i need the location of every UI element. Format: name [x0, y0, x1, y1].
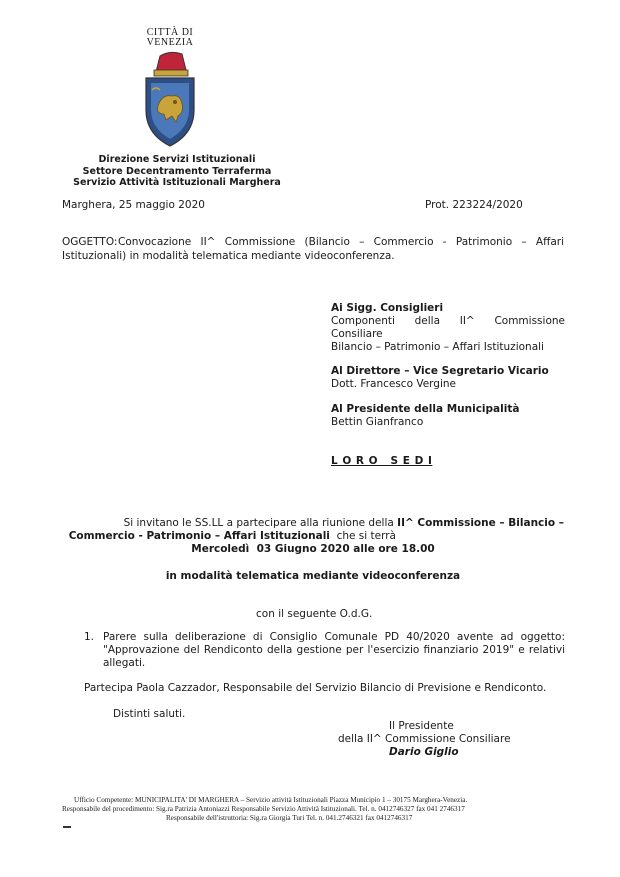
coat-of-arms-icon [142, 50, 198, 148]
recipient-word: Componenti [331, 315, 395, 327]
subject-line2: Istituzionali) in modalità telematica mediante videoconferenza. [62, 250, 395, 262]
invite-text: Si invitano le SS.LL a partecipare alla riunione della [123, 517, 398, 529]
department-line2: Settore Decentramento Terraferma [82, 166, 272, 177]
meeting-date-time: Mercoledì 03 Giugno 2020 alle ore 18.00 [191, 543, 435, 555]
agenda-line1: Parere sulla deliberazione di Consiglio Comunale PD 40/2020 avente ad oggetto: [103, 631, 565, 643]
city-logo [138, 28, 202, 128]
recipient-line [331, 315, 565, 328]
department-line1: Direzione Servizi Istituzionali [98, 154, 256, 165]
place-date: Marghera, 25 maggio 2020 [62, 199, 205, 211]
participant-note: Partecipa Paola Cazzador, Responsabile del Servizio Bilancio di Previsione e Rendiconto. [84, 682, 547, 694]
commission-name: Commercio - Patrimonio – Affari Istituzionali [68, 530, 330, 542]
agenda-line2: "Approvazione del Rendiconto della gestione per l'esercizio finanziario 2019" e relativi [103, 644, 565, 656]
footer-line2: Responsabile del procedimento: Sig.ra Patrizia Antoniazzi Responsabile Servizio Attività Istituzionali. Tel. n. 0412746327 fax 041 2746317 [62, 805, 465, 813]
recipient-line: Consiliare [331, 328, 383, 340]
recipient-word: della [414, 315, 441, 327]
logo-city-line1: CITTÀ DI [146, 27, 194, 38]
recipient-word: II^ [459, 315, 475, 327]
odg-intro: con il seguente O.d.G. [256, 608, 373, 620]
invite-text: che si terrà [329, 530, 396, 542]
recipient-word: Commissione [494, 315, 565, 327]
recipient-title: Al Presidente della Municipalità [331, 403, 520, 415]
recipient-title: Ai Sigg. Consiglieri [331, 302, 444, 314]
recipient-line: Dott. Francesco Vergine [331, 378, 456, 390]
meeting-mode: in modalità telematica mediante videoconferenza [165, 570, 461, 582]
loro-sedi: L O R O S E D I [331, 455, 433, 467]
greeting: Distinti saluti. [113, 708, 186, 720]
commission-name: II^ Commissione – Bilancio – [397, 517, 564, 529]
protocol-number: Prot. 223224/2020 [425, 199, 523, 211]
agenda-number: 1. [84, 631, 95, 643]
footer-line1: Ufficio Competente: MUNICIPALITA' DI MARGHERA – Servizio attività Istituzionali Piazza Municipio 1 – 30175 Marghera-Venezia. [74, 796, 468, 804]
invite-line2 [62, 517, 396, 543]
footer-line3: Responsabile dell'istruttoria: Sig.ra Giorgia Turi Tel. n. 041.2746321 fax 0412746317 [166, 814, 413, 822]
recipient-line: Bilancio – Patrimonio – Affari Istituzionali [331, 341, 544, 353]
footer-mark [63, 826, 71, 828]
subject-label: OGGETTO: [62, 236, 118, 248]
logo-city-line2: VENEZIA [146, 37, 194, 48]
department-line3: Servizio Attività Istituzionali Marghera [73, 177, 281, 188]
signature-name: Dario Giglio [389, 746, 459, 758]
signature-role: della II^ Commissione Consiliare [338, 733, 511, 745]
recipient-title: Al Direttore – Vice Segretario Vicario [331, 365, 549, 377]
agenda-line3: allegati. [103, 657, 146, 669]
recipient-line: Bettin Gianfranco [331, 416, 424, 428]
signature-role: Il Presidente [389, 720, 454, 732]
subject-line1: Convocazione II^ Commissione (Bilancio – Commercio - Patrimonio – Affari [118, 236, 564, 248]
